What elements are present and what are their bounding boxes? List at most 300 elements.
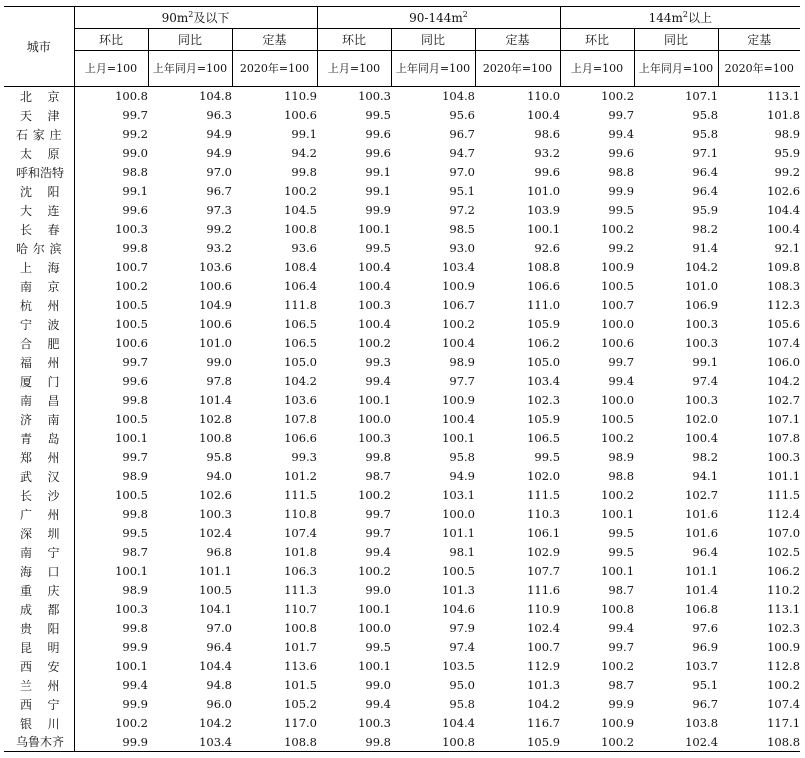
value-cell: 111.5 — [767, 488, 801, 502]
value-cell: 105.9 — [475, 733, 560, 752]
value-cell: 99.4 — [608, 621, 635, 635]
value-cell: 100.9 — [442, 279, 475, 293]
value-cell: 97.4 — [692, 374, 719, 388]
group-header-1 — [317, 7, 560, 29]
value-cell: 106.5 — [527, 431, 561, 445]
value-cell: 108.8 — [232, 733, 317, 752]
value-cell: 100.7 — [601, 298, 635, 312]
group-header-0 — [74, 7, 317, 29]
table-row — [4, 144, 800, 163]
value-cell: 99.8 — [291, 165, 317, 179]
value-cell: 100.1 — [358, 659, 391, 673]
city-name-cell: 沈阳 — [4, 182, 74, 201]
value-cell: 95.9 — [692, 203, 719, 217]
group-header-base: 90m — [161, 11, 189, 25]
table-row — [4, 296, 800, 315]
value-cell: 96.7 — [449, 127, 475, 141]
table-row — [4, 562, 800, 581]
index-type-header: 定基 — [475, 29, 560, 51]
header-row-index-types — [4, 29, 800, 51]
value-cell: 96.4 — [692, 165, 719, 179]
value-cell: 98.9 — [449, 355, 475, 369]
city-name-cell: 武汉 — [4, 467, 74, 486]
value-cell: 99.4 — [365, 545, 391, 559]
value-cell: 110.2 — [767, 583, 801, 597]
value-cell: 99.5 — [534, 450, 561, 464]
value-cell: 100.9 — [442, 393, 475, 407]
value-cell: 94.9 — [206, 146, 232, 160]
city-name-cell: 济南 — [4, 410, 74, 429]
value-cell: 102.0 — [685, 412, 719, 426]
value-cell: 95.8 — [692, 127, 719, 141]
table-row — [4, 353, 800, 372]
value-cell: 99.3 — [291, 450, 317, 464]
value-cell: 96.3 — [206, 108, 232, 122]
value-cell: 97.0 — [206, 621, 232, 635]
value-cell: 100.6 — [284, 108, 317, 122]
value-cell: 101.3 — [527, 678, 561, 692]
city-name-cell: 哈尔滨 — [4, 239, 74, 258]
value-cell: 99.4 — [365, 374, 391, 388]
value-cell: 100.2 — [115, 279, 148, 293]
value-cell: 100.0 — [358, 621, 391, 635]
table-row — [4, 600, 800, 619]
table-row — [4, 391, 800, 410]
value-cell: 104.2 — [685, 260, 719, 274]
city-name-cell: 宁波 — [4, 315, 74, 334]
value-cell: 100.7 — [115, 260, 148, 274]
value-cell: 99.5 — [608, 545, 635, 559]
value-cell: 97.9 — [449, 621, 475, 635]
city-name-cell: 海口 — [4, 562, 74, 581]
value-cell: 106.5 — [284, 336, 317, 350]
basis-header: 上年同月=100 — [391, 51, 475, 87]
value-cell: 100.0 — [601, 317, 635, 331]
value-cell: 100.1 — [601, 564, 635, 578]
value-cell: 100.3 — [685, 393, 719, 407]
group-header-base: 90-144m — [409, 10, 463, 25]
table-row — [4, 277, 800, 296]
value-cell: 99.4 — [608, 374, 635, 388]
value-cell: 100.8 — [199, 431, 232, 445]
value-cell: 101.8 — [767, 108, 801, 122]
city-name-cell: 银川 — [4, 714, 74, 733]
value-cell: 100.2 — [767, 678, 801, 692]
value-cell: 100.4 — [527, 108, 561, 122]
value-cell: 101.0 — [685, 279, 719, 293]
table-row — [4, 714, 800, 733]
value-cell: 102.9 — [527, 545, 561, 559]
value-cell: 102.3 — [767, 621, 801, 635]
value-cell: 103.5 — [442, 659, 475, 673]
value-cell: 95.9 — [774, 146, 801, 160]
value-cell: 106.4 — [284, 279, 317, 293]
value-cell: 105.0 — [284, 355, 317, 369]
value-cell: 99.2 — [774, 165, 801, 179]
city-name-cell: 长沙 — [4, 486, 74, 505]
value-cell: 100.1 — [358, 393, 391, 407]
value-cell: 103.4 — [527, 374, 561, 388]
value-cell: 94.9 — [449, 469, 475, 483]
value-cell: 104.1 — [199, 602, 232, 616]
index-type-header: 环比 — [74, 29, 148, 51]
value-cell: 108.8 — [718, 733, 800, 752]
value-cell: 98.5 — [449, 222, 475, 236]
city-name-cell: 厦门 — [4, 372, 74, 391]
value-cell: 101.6 — [685, 507, 719, 521]
city-name-cell: 天津 — [4, 106, 74, 125]
value-cell: 104.2 — [284, 374, 317, 388]
value-cell: 106.2 — [527, 336, 561, 350]
basis-header: 2020年=100 — [475, 51, 560, 87]
value-cell: 102.4 — [634, 733, 718, 752]
table-row — [4, 695, 800, 714]
value-cell: 116.7 — [527, 716, 561, 730]
value-cell: 107.8 — [767, 431, 801, 445]
value-cell: 98.7 — [608, 583, 635, 597]
city-name-cell: 广州 — [4, 505, 74, 524]
value-cell: 100.4 — [358, 279, 391, 293]
value-cell: 97.1 — [692, 146, 719, 160]
index-type-header: 同比 — [148, 29, 232, 51]
table-row — [4, 448, 800, 467]
table-row — [4, 258, 800, 277]
table-row — [4, 619, 800, 638]
value-cell: 99.3 — [365, 355, 391, 369]
value-cell: 100.5 — [199, 583, 232, 597]
value-cell: 100.5 — [115, 317, 148, 331]
value-cell: 100.3 — [358, 716, 391, 730]
value-cell: 97.6 — [692, 621, 719, 635]
value-cell: 99.7 — [122, 450, 148, 464]
value-cell: 101.4 — [199, 393, 232, 407]
value-cell: 111.8 — [284, 298, 317, 312]
city-name-cell: 南京 — [4, 277, 74, 296]
value-cell: 100.3 — [199, 507, 232, 521]
value-cell: 94.1 — [692, 469, 719, 483]
table-row — [4, 372, 800, 391]
value-cell: 98.6 — [534, 127, 561, 141]
value-cell: 95.0 — [449, 678, 475, 692]
value-cell: 104.5 — [284, 203, 317, 217]
value-cell: 97.3 — [206, 203, 232, 217]
value-cell: 100.6 — [199, 317, 232, 331]
table-row — [4, 410, 800, 429]
value-cell: 99.4 — [122, 678, 148, 692]
header-row-basis — [4, 51, 800, 87]
value-cell: 111.3 — [284, 583, 317, 597]
value-cell: 102.7 — [767, 393, 801, 407]
value-cell: 99.8 — [365, 450, 391, 464]
value-cell: 100.2 — [442, 317, 475, 331]
table-row — [4, 486, 800, 505]
city-name-cell: 北京 — [4, 87, 74, 106]
value-cell: 100.2 — [601, 89, 635, 104]
value-cell: 102.3 — [527, 393, 561, 407]
value-cell: 106.5 — [284, 317, 317, 331]
value-cell: 100.4 — [442, 412, 475, 426]
table-row — [4, 220, 800, 239]
value-cell: 100.3 — [115, 602, 148, 616]
value-cell: 100.2 — [358, 488, 391, 502]
value-cell: 100.1 — [358, 222, 391, 236]
city-name-cell: 呼和浩特 — [4, 163, 74, 182]
value-cell: 100.1 — [115, 564, 148, 578]
value-cell: 99.8 — [122, 241, 148, 255]
price-index-table — [4, 6, 800, 752]
city-name-cell: 青岛 — [4, 429, 74, 448]
value-cell: 101.1 — [442, 526, 475, 540]
value-cell: 104.2 — [199, 716, 232, 730]
value-cell: 102.6 — [767, 184, 801, 198]
city-column-header: 城市 — [4, 7, 74, 87]
value-cell: 99.7 — [122, 355, 148, 369]
value-cell: 111.5 — [527, 488, 561, 502]
value-cell: 103.4 — [148, 733, 232, 752]
value-cell: 104.9 — [199, 298, 232, 312]
basis-header: 2020年=100 — [232, 51, 317, 87]
value-cell: 99.1 — [122, 184, 148, 198]
value-cell: 106.3 — [284, 564, 317, 578]
value-cell: 100.2 — [601, 431, 635, 445]
table-row — [4, 182, 800, 201]
value-cell: 100.2 — [601, 659, 635, 673]
value-cell: 101.0 — [527, 184, 561, 198]
value-cell: 111.0 — [527, 298, 561, 312]
value-cell: 99.4 — [365, 697, 391, 711]
value-cell: 99.8 — [122, 507, 148, 521]
value-cell: 100.5 — [115, 298, 148, 312]
value-cell: 99.6 — [534, 165, 561, 179]
table-body — [4, 87, 800, 752]
value-cell: 95.1 — [449, 184, 475, 198]
group-header-exponent: 2 — [188, 10, 194, 19]
value-cell: 106.8 — [685, 602, 719, 616]
value-cell: 100.0 — [442, 507, 475, 521]
value-cell: 105.0 — [527, 355, 561, 369]
value-cell: 96.4 — [692, 545, 719, 559]
group-header-exponent: 2 — [462, 9, 468, 19]
value-cell: 112.3 — [767, 298, 801, 312]
value-cell: 104.8 — [442, 89, 475, 104]
value-cell: 117.0 — [284, 716, 317, 730]
table-row — [4, 581, 800, 600]
value-cell: 101.1 — [199, 564, 232, 578]
value-cell: 96.4 — [692, 184, 719, 198]
city-name-cell: 成都 — [4, 600, 74, 619]
value-cell: 100.3 — [115, 222, 148, 236]
value-cell: 100.7 — [527, 640, 561, 654]
value-cell: 100.3 — [358, 298, 391, 312]
group-header-suffix: 及以下 — [193, 11, 230, 25]
value-cell: 101.3 — [442, 583, 475, 597]
value-cell: 107.1 — [767, 412, 801, 426]
value-cell: 96.4 — [206, 640, 232, 654]
value-cell: 100.1 — [358, 602, 391, 616]
value-cell: 113.6 — [284, 659, 317, 673]
value-cell: 103.7 — [685, 659, 719, 673]
value-cell: 100.1 — [601, 507, 635, 521]
value-cell: 98.7 — [122, 545, 148, 559]
value-cell: 94.0 — [206, 469, 232, 483]
value-cell: 102.4 — [199, 526, 232, 540]
city-name-cell: 大连 — [4, 201, 74, 220]
value-cell: 100.8 — [115, 89, 148, 104]
value-cell: 101.2 — [284, 469, 317, 483]
value-cell: 94.9 — [206, 127, 232, 141]
basis-header: 上月=100 — [317, 51, 391, 87]
value-cell: 99.1 — [365, 184, 391, 198]
value-cell: 99.7 — [608, 355, 635, 369]
value-cell: 104.4 — [442, 716, 475, 730]
table-header — [4, 7, 800, 87]
value-cell: 98.8 — [122, 165, 148, 179]
value-cell: 101.4 — [685, 583, 719, 597]
group-header-exponent: 2 — [682, 10, 688, 19]
value-cell: 94.8 — [206, 678, 232, 692]
city-name-cell: 深圳 — [4, 524, 74, 543]
value-cell: 100.2 — [601, 488, 635, 502]
value-cell: 92.6 — [534, 241, 561, 255]
value-cell: 100.2 — [358, 336, 391, 350]
value-cell: 99.6 — [122, 203, 148, 217]
value-cell: 97.8 — [206, 374, 232, 388]
value-cell: 109.8 — [767, 260, 801, 274]
value-cell: 96.7 — [692, 697, 719, 711]
value-cell: 100.5 — [442, 564, 475, 578]
value-cell: 99.8 — [122, 621, 148, 635]
value-cell: 99.8 — [122, 393, 148, 407]
value-cell: 105.9 — [527, 412, 561, 426]
value-cell: 101.8 — [284, 545, 317, 559]
value-cell: 99.9 — [608, 697, 635, 711]
value-cell: 99.9 — [608, 184, 635, 198]
value-cell: 100.9 — [767, 640, 801, 654]
index-type-header: 同比 — [391, 29, 475, 51]
value-cell: 99.9 — [365, 203, 391, 217]
value-cell: 98.1 — [449, 545, 475, 559]
value-cell: 96.0 — [206, 697, 232, 711]
value-cell: 108.3 — [767, 279, 801, 293]
value-cell: 100.2 — [358, 564, 391, 578]
city-name-cell: 昆明 — [4, 638, 74, 657]
value-cell: 104.6 — [442, 602, 475, 616]
value-cell: 99.5 — [365, 640, 391, 654]
value-cell: 99.7 — [608, 108, 635, 122]
value-cell: 107.8 — [284, 412, 317, 426]
value-cell: 99.1 — [692, 355, 719, 369]
value-cell: 112.9 — [527, 659, 561, 673]
value-cell: 100.3 — [685, 317, 719, 331]
value-cell: 110.3 — [527, 507, 561, 521]
value-cell: 110.7 — [284, 602, 317, 616]
value-cell: 98.7 — [365, 469, 391, 483]
value-cell: 92.1 — [774, 241, 801, 255]
value-cell: 99.0 — [122, 146, 148, 160]
value-cell: 99.9 — [122, 640, 148, 654]
value-cell: 100.6 — [199, 279, 232, 293]
table-row — [4, 505, 800, 524]
group-header-2 — [560, 7, 800, 29]
table-row — [4, 334, 800, 353]
value-cell: 99.7 — [608, 640, 635, 654]
table-row — [4, 467, 800, 486]
value-cell: 101.1 — [767, 469, 801, 483]
value-cell: 112.4 — [767, 507, 801, 521]
value-cell: 107.7 — [527, 564, 561, 578]
value-cell: 104.2 — [527, 697, 561, 711]
value-cell: 99.7 — [122, 108, 148, 122]
value-cell: 107.4 — [767, 336, 801, 350]
value-cell: 97.4 — [449, 640, 475, 654]
city-name-cell: 上海 — [4, 258, 74, 277]
header-row-groups — [4, 7, 800, 29]
city-name-cell: 贵阳 — [4, 619, 74, 638]
index-type-header: 环比 — [317, 29, 391, 51]
city-name-cell: 西宁 — [4, 695, 74, 714]
table-row — [4, 201, 800, 220]
value-cell: 100.1 — [442, 431, 475, 445]
value-cell: 105.9 — [527, 317, 561, 331]
city-name-cell: 西安 — [4, 657, 74, 676]
value-cell: 100.2 — [601, 222, 635, 236]
value-cell: 100.0 — [358, 412, 391, 426]
value-cell: 100.5 — [115, 488, 148, 502]
city-name-cell: 重庆 — [4, 581, 74, 600]
value-cell: 106.1 — [527, 526, 561, 540]
value-cell: 98.9 — [774, 127, 801, 141]
value-cell: 99.5 — [365, 108, 391, 122]
value-cell: 107.4 — [284, 526, 317, 540]
value-cell: 99.1 — [365, 165, 391, 179]
value-cell: 97.0 — [206, 165, 232, 179]
value-cell: 94.2 — [291, 146, 317, 160]
value-cell: 100.9 — [601, 260, 635, 274]
value-cell: 99.2 — [206, 222, 232, 236]
value-cell: 96.9 — [692, 640, 719, 654]
basis-header: 2020年=100 — [718, 51, 800, 87]
table-row — [4, 429, 800, 448]
value-cell: 100.1 — [115, 431, 148, 445]
value-cell: 91.4 — [692, 241, 719, 255]
value-cell: 99.4 — [608, 127, 635, 141]
value-cell: 99.6 — [365, 146, 391, 160]
value-cell: 108.4 — [284, 260, 317, 274]
value-cell: 100.0 — [601, 393, 635, 407]
value-cell: 106.0 — [767, 355, 801, 369]
value-cell: 100.5 — [601, 279, 635, 293]
value-cell: 107.1 — [685, 89, 719, 104]
value-cell: 97.0 — [449, 165, 475, 179]
basis-header: 上月=100 — [74, 51, 148, 87]
value-cell: 93.2 — [206, 241, 232, 255]
value-cell: 99.5 — [365, 241, 391, 255]
table-row — [4, 87, 800, 106]
index-type-header: 环比 — [560, 29, 634, 51]
table-row — [4, 657, 800, 676]
value-cell: 106.2 — [767, 564, 801, 578]
value-cell: 100.3 — [358, 89, 391, 104]
value-cell: 101.1 — [685, 564, 719, 578]
value-cell: 99.7 — [365, 507, 391, 521]
group-header-base: 144m — [648, 11, 683, 25]
value-cell: 107.4 — [767, 697, 801, 711]
value-cell: 99.5 — [608, 203, 635, 217]
value-cell: 100.4 — [685, 431, 719, 445]
value-cell: 103.6 — [284, 393, 317, 407]
value-cell: 102.5 — [767, 545, 801, 559]
value-cell: 97.7 — [449, 374, 475, 388]
